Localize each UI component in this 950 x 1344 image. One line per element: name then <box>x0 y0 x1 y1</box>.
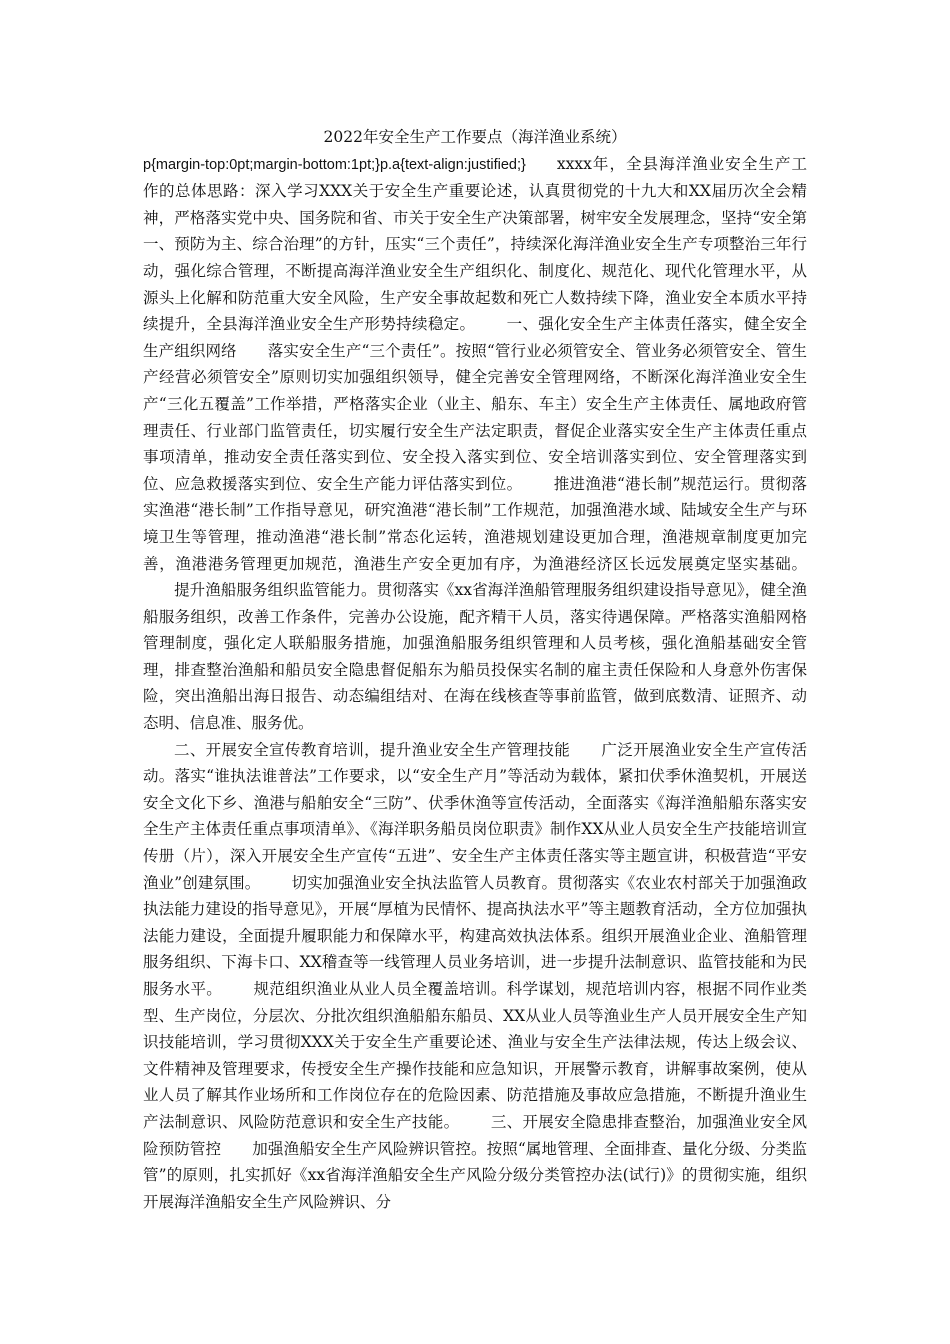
item-safety-publicity: 广泛开展渔业安全生产宣传活动。落实“谁执法谁普法”工作要求，以“安全生产月”等活动为载体，紧扣伏季休渔契机，开展送安全文化下乡、渔港与船舶安全“三防”、伏季休渔等宣传活动，全面落实《海洋渔船船东落实安全生产主体责任重点事项清单》、《海洋职务船员岗位职责》制作XX从业人员安全生产技能培训宣传册（片），深入开展安全生产宣传“五进”、安全生产主体责任落实等主题宣讲，积极营造“平安渔业”创建氛围。 <box>143 740 807 892</box>
item-risk-identification: 加强渔船安全生产风险辨识管控。按照“属地管理、全面排查、量化分级、分类监管”的原则，扎实抓好《xx省海洋渔船安全生产风险分级分类管控办法(试行)》的贯彻实施，组织开展海洋渔船安全生产风险辨识、分 <box>143 1139 807 1211</box>
item-practitioner-training: 规范组织渔业从业人员全覆盖培训。科学谋划，规范培训内容，根据不同作业类型、生产岗位，分层次、分批次组织渔船船东船员、XX从业人员等渔业生产人员开展安全生产知识技能培训，学习贯彻XXX关于安全生产重要论述、渔业与安全生产法律法规，传达上级会议、文件精神及管理要求，传授安全生产操作技能和应急知识，开展警示教育，讲解事故案例，使从业人员了解其作业场所和工作岗位存在的危险因素、防范措施及事故应急措施，不断提升渔业生产法制意识、风险防范意识和安全生产技能。 <box>143 980 807 1131</box>
section-heading-1: 一、强化安全生产主体责任落实，健全安全生产组织网络 <box>143 315 807 360</box>
item-enforcement-education: 切实加强渔业安全执法监管人员教育。贯彻落实《农业农村部关于加强渔政执法能力建设的指导意见》，开展“厚植为民情怀、提高执法水平”等主题教育活动，全方位加强执法能力建设，全面提升履职能力和保障水平，构建高效执法体系。组织开展渔业企业、渔船管理服务组织、下海卡口、XX稽查等一线管理人员业务培训，进一步提升法制意识、监管技能和为民服务水平。 <box>143 873 807 998</box>
overview-text: xxxx年，全县海洋渔业安全生产工作的总体思路：深入学习XXX关于安全生产重要论述，认真贯彻党的十九大和XX届历次全会精神，严格落实党中央、国务院和省、市关于安全生产决策部署，树牢安全发展理念，坚持“安全第一、预防为主、综合治理”的方针，压实“三个责任”，持续深化海洋渔业安全生产专项整治三年行动，强化综合管理，不断提高海洋渔业安全生产组织化、制度化、规范化、现代化管理水平，从源头上化解和防范重大安全风险，生产安全事故起数和死亡人数持续下降，渔业安全本质水平持续提升，全县海洋渔业安全生产形势持续稳定。 <box>143 154 807 334</box>
item-vessel-service-supervision: 提升渔船服务组织监管能力。贯彻落实《xx省海洋渔船管理服务组织建设指导意见》，健全渔船服务组织，改善工作条件，完善办公设施，配齐精干人员，落实待遇保障。严格落实渔船网格管理制度，强化定人联船服务措施，加强渔船服务组织管理和人员考核，强化渔船基础安全管理，排查整治渔船和船员安全隐患督促船东为船员投保实名制的雇主责任保险和人身意外伤害保险，突出渔船出海日报告、动态编组结对、在海在线核查等事前监管，做到底数清、证照齐、动态明、信息准、服务优。 <box>143 581 807 733</box>
item-three-responsibilities: 落实安全生产“三个责任”。按照“管行业必须管安全、管业务必须管安全、管生产经营必须管安全”原则切实加强组织领导，健全完善安全管理网络，不断深化海洋渔业安全生产“三化五覆盖”工作举措，严格落实企业（业主、船东、车主）安全生产主体责任、属地政府管理责任、行业部门监管责任，切实履行安全生产法定职责，督促企业落实安全生产主体责任重点事项清单，推动安全责任落实到位、安全投入落实到位、安全培训落实到位、安全管理落实到位、应急救援落实到位、安全生产能力评估落实到位。 <box>143 341 807 493</box>
document-title: 2022年安全生产工作要点（海洋渔业系统） <box>323 128 627 146</box>
css-leak-text: p{margin-top:0pt;margin-bottom:1pt;}p.a{text-align:justified;} <box>143 156 526 173</box>
paragraph-2 <box>143 737 807 1216</box>
section-heading-2: 二、开展安全宣传教育培训，提升渔业安全生产管理技能 <box>174 740 571 759</box>
paragraph-1 <box>143 151 807 737</box>
item-harbor-chief-system: 推进渔港“港长制”规范运行。贯彻落实渔港“港长制”工作指导意见，研究渔港“港长制”工作规范，加强渔港水域、陆域安全生产与环境卫生等管理，推动渔港“港长制”常态化运转，渔港规划建设更加合理，渔港规章制度更加完善，渔港港务管理更加规范，渔港生产安全更加有序，为渔港经济区长远发展奠定坚实基础。 <box>143 474 807 573</box>
section-heading-3: 三、开展安全隐患排查整治，加强渔业安全风险预防管控 <box>143 1112 807 1158</box>
document-page <box>143 124 807 1215</box>
